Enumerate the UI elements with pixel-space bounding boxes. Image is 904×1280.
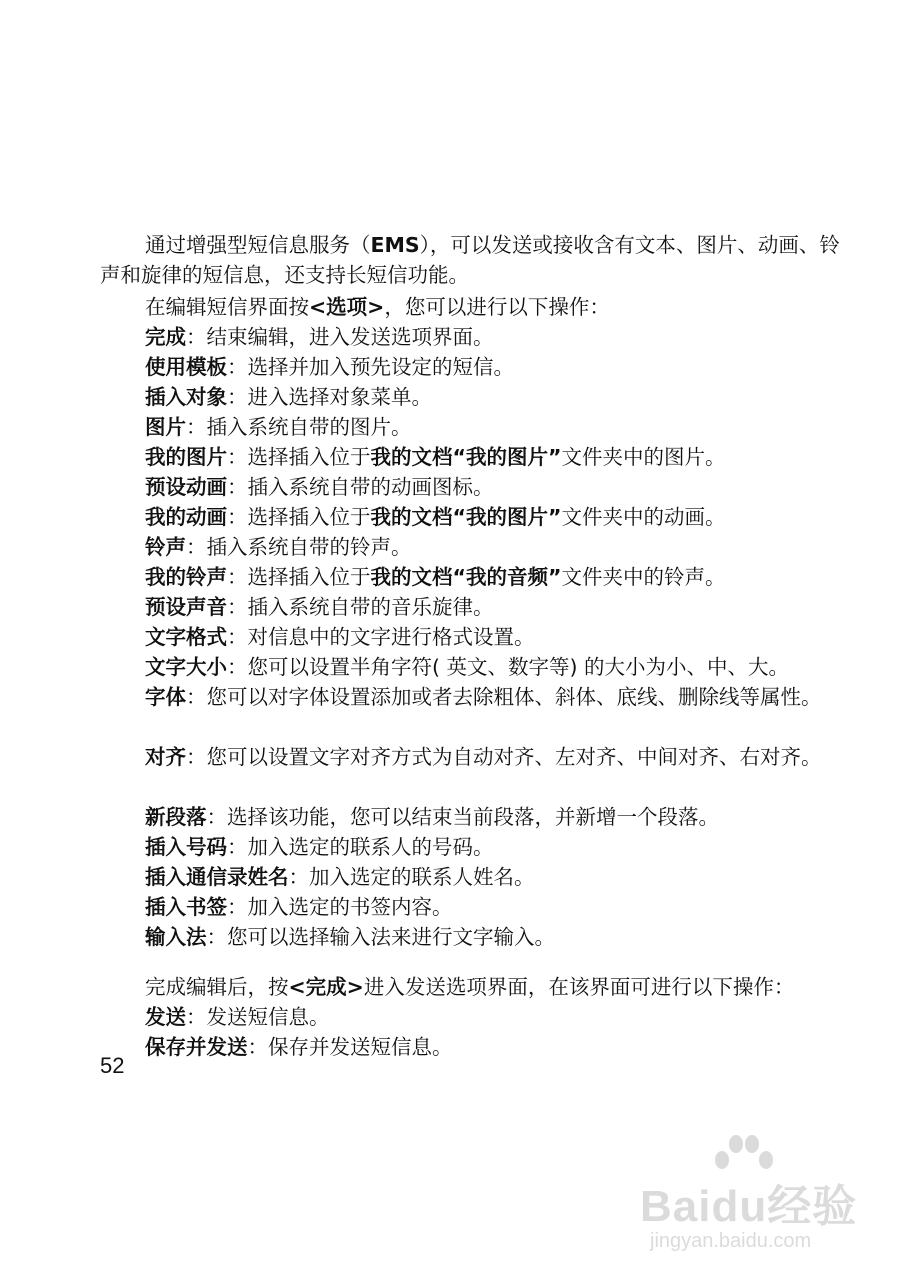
text-run: ：您可以设置文字对齐方式为自动对齐、左对齐、中间对齐、右对齐。 bbox=[186, 745, 822, 769]
text-run: 进入发送选项界面，在该界面可进行以下操作： bbox=[363, 975, 795, 999]
paragraph-text-format bbox=[100, 622, 840, 652]
text-run: ），可以发送或接收含有文本、图片、动画、铃声和旋律的短信息，还支持长短信功能。 bbox=[100, 233, 840, 287]
text-run: <完成> bbox=[288, 975, 364, 999]
text-run: 文件夹中的动画。 bbox=[561, 505, 726, 529]
text-run: ：选择插入位于 bbox=[227, 565, 371, 589]
text-run: 插入书签 bbox=[145, 895, 227, 919]
text-run: 我的铃声 bbox=[145, 565, 227, 589]
paragraph-my-anim bbox=[100, 502, 840, 532]
paragraph-ringtone bbox=[100, 532, 840, 562]
text-run: ：您可以设置半角字符( 英文、数字等) 的大小为小、中、大。 bbox=[227, 655, 790, 679]
paragraph-my-pictures bbox=[100, 442, 840, 472]
text-run: ：对信息中的文字进行格式设置。 bbox=[227, 625, 535, 649]
paragraph-my-ringtone bbox=[100, 562, 840, 592]
text-run: 字体 bbox=[145, 685, 186, 709]
text-run: ：选择插入位于 bbox=[227, 445, 371, 469]
text-run: 发送 bbox=[145, 1005, 186, 1029]
text-run: 使用模板 bbox=[145, 355, 227, 379]
paragraph-input-method bbox=[100, 922, 840, 952]
text-run: ：选择并加入预先设定的短信。 bbox=[227, 355, 514, 379]
text-run: 文字大小 bbox=[145, 655, 227, 679]
paragraph-options-intro bbox=[100, 292, 840, 322]
watermark-url: jingyan.baidu.com bbox=[650, 1230, 812, 1252]
text-run: ：加入选定的联系人姓名。 bbox=[288, 865, 535, 889]
text-run: 插入对象 bbox=[145, 385, 227, 409]
text-run: 完成编辑后，按 bbox=[145, 975, 289, 999]
paragraph-insert-name bbox=[100, 862, 840, 892]
paragraph-after-edit bbox=[100, 972, 840, 1002]
paragraph-preset-anim bbox=[100, 472, 840, 502]
paragraph-save-send bbox=[100, 1032, 840, 1062]
text-run: 通过增强型短信息服务（ bbox=[145, 233, 371, 257]
watermark-brand: Baidu经验 bbox=[640, 1182, 858, 1231]
paragraph-intro bbox=[100, 230, 840, 290]
text-run: ，您可以进行以下操作： bbox=[384, 295, 610, 319]
text-run: 在编辑短信界面按 bbox=[145, 295, 309, 319]
text-run: 保存并发送 bbox=[145, 1035, 248, 1059]
page-number: 52 bbox=[100, 1053, 125, 1078]
text-run: ：加入选定的联系人的号码。 bbox=[227, 835, 494, 859]
text-run: EMS bbox=[370, 233, 420, 257]
text-run: ：插入系统自带的图片。 bbox=[186, 415, 412, 439]
text-run: ：插入系统自带的动画图标。 bbox=[227, 475, 494, 499]
text-run: ：您可以对字体设置添加或者去除粗体、斜体、底线、删除线等属性。 bbox=[186, 685, 822, 709]
text-run: 预设动画 bbox=[145, 475, 227, 499]
text-run: 我的图片 bbox=[145, 445, 227, 469]
paragraph-new-para bbox=[100, 802, 840, 832]
paragraph-template bbox=[100, 352, 840, 382]
text-run: ：加入选定的书签内容。 bbox=[227, 895, 453, 919]
text-run: 我的文档“我的音频” bbox=[370, 565, 562, 589]
text-run: ：选择该功能，您可以结束当前段落，并新增一个段落。 bbox=[206, 805, 719, 829]
text-run: 对齐 bbox=[145, 745, 186, 769]
baidu-watermark bbox=[640, 1130, 870, 1270]
text-run: 我的文档“我的图片” bbox=[370, 505, 562, 529]
text-run: 我的文档“我的图片” bbox=[370, 445, 562, 469]
paragraph-insert-number bbox=[100, 832, 840, 862]
text-run: ：进入选择对象菜单。 bbox=[227, 385, 432, 409]
text-run: ：保存并发送短信息。 bbox=[247, 1035, 453, 1059]
text-run: ：结束编辑，进入发送选项界面。 bbox=[186, 325, 494, 349]
text-run: 新段落 bbox=[145, 805, 207, 829]
text-run: 插入号码 bbox=[145, 835, 227, 859]
text-run: ：发送短信息。 bbox=[186, 1005, 330, 1029]
paragraph-insert-bookmark bbox=[100, 892, 840, 922]
text-run: 我的动画 bbox=[145, 505, 227, 529]
paragraph-done bbox=[100, 322, 840, 352]
paragraph-font bbox=[100, 682, 840, 712]
text-run: 文字格式 bbox=[145, 625, 227, 649]
text-run: 铃声 bbox=[145, 535, 186, 559]
text-run: 图片 bbox=[145, 415, 186, 439]
text-run: ：您可以选择输入法来进行文字输入。 bbox=[206, 925, 555, 949]
paragraph-align bbox=[100, 742, 840, 772]
text-run: 文件夹中的铃声。 bbox=[561, 565, 726, 589]
paragraph-send bbox=[100, 1002, 840, 1032]
text-run: <选项> bbox=[309, 295, 385, 319]
text-run: 完成 bbox=[145, 325, 186, 349]
text-run: 插入通信录姓名 bbox=[145, 865, 289, 889]
paragraph-preset-sound bbox=[100, 592, 840, 622]
text-run: ：插入系统自带的音乐旋律。 bbox=[227, 595, 494, 619]
paragraph-insert-object bbox=[100, 382, 840, 412]
text-run: ：插入系统自带的铃声。 bbox=[186, 535, 412, 559]
paragraph-picture bbox=[100, 412, 840, 442]
text-run: 输入法 bbox=[145, 925, 207, 949]
text-run: 文件夹中的图片。 bbox=[561, 445, 726, 469]
text-run: 预设声音 bbox=[145, 595, 227, 619]
text-run: ：选择插入位于 bbox=[227, 505, 371, 529]
paragraph-text-size bbox=[100, 652, 840, 682]
